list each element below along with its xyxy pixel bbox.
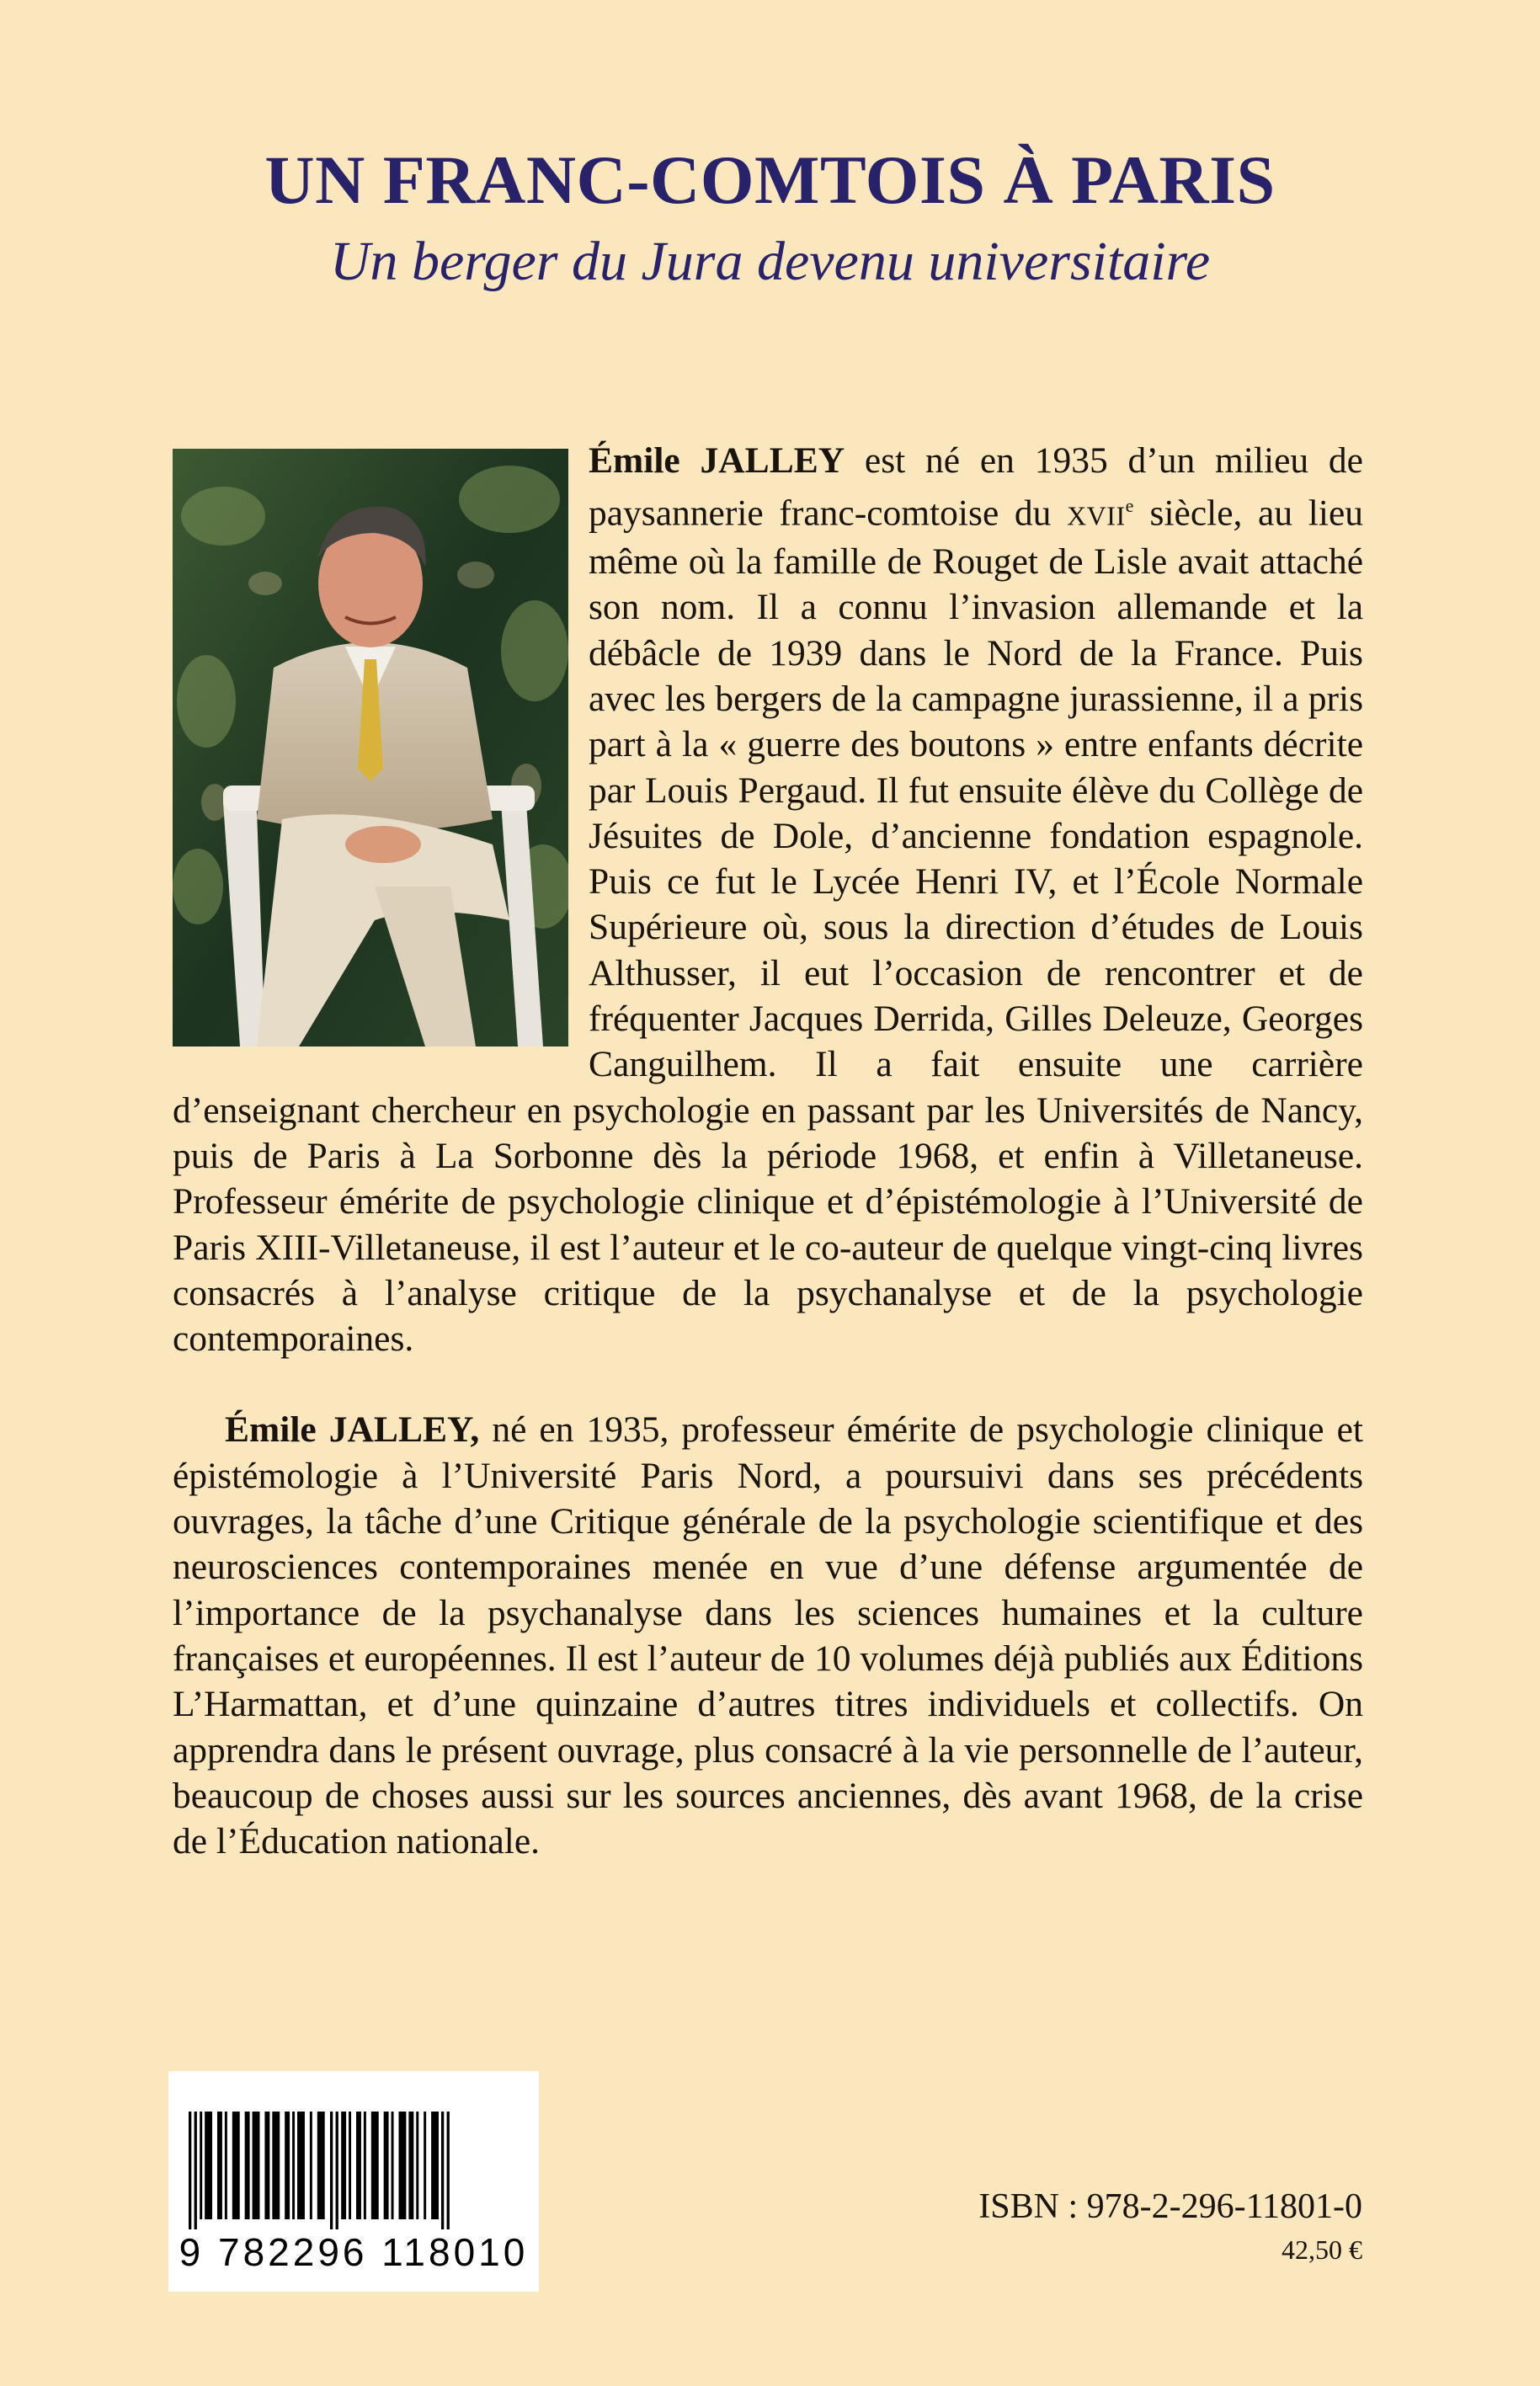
barcode-bar: [253, 2112, 260, 2219]
barcode-bar: [264, 2112, 269, 2219]
barcode-bar: [447, 2112, 450, 2229]
price: 42,50 €: [1282, 2234, 1362, 2265]
barcode-bar: [408, 2112, 413, 2219]
barcode-bar: [398, 2112, 406, 2219]
bio-text: siècle, au lieu même où la famille de Rouget de Lisle avait attaché son nom. Il a connu l’invasion allemande et la débâcle de 1939 dans le Nord de la France. Puis avec les bergers de la campagne jurassienne, il a pris part à la « guerre des boutons » entre enfants décrite par Louis Pergaud. Il fut ensuite élève du Collège de Jésuites de Dole, d’ancienne fondation espagnole. Puis ce fut le Lycée Henri IV, et l’École Normale Supérieure où, sous la direction d’études de Louis Althusser, il eut l’occasion de rencontrer et de fréquenter Jacques Derrida, Gilles Deleuze, Georges Canguilhem. Il a fait ensuite une carrière d’enseignant chercheur en psychologie en passant par les Universités de Nancy, puis de Paris à La Sorbonne dès la période 1968, et enfin à Villetaneuse. Professeur émérite de psychologie clinique et d’épistémologie à l’Université de Paris XIII-Villetaneuse, il est l’auteur et le co-auteur de quelque vingt-cinq livres consacrés à l’analyse critique de la psychanalyse et de la psychologie contemporaines.: [173, 493, 1363, 1360]
barcode-bar: [205, 2112, 212, 2219]
author-biography: [173, 438, 1363, 1864]
barcode-bar: [349, 2112, 351, 2219]
century-numeral: XVII: [1067, 500, 1126, 531]
barcode-bar: [189, 2112, 191, 2229]
barcode: [168, 2071, 539, 2292]
barcode-bar: [200, 2112, 202, 2219]
barcode-bar: [371, 2112, 379, 2219]
bio-text: est né en 1935 d’un milieu de paysannerie franc-comtoise du: [589, 440, 1363, 534]
author-name: Émile JALLEY: [589, 440, 845, 481]
barcode-bar: [431, 2112, 439, 2219]
barcode-bar: [424, 2112, 426, 2219]
book-title: UN FRANC-COMTOIS À PARIS: [264, 141, 1276, 218]
barcode-bar: [384, 2112, 389, 2219]
barcode-bar: [392, 2112, 394, 2219]
author-name: Émile JALLEY,: [225, 1409, 480, 1451]
barcode-bar: [297, 2112, 305, 2219]
isbn: ISBN : 978-2-296-11801-0: [978, 2187, 1362, 2226]
barcode-bars: [189, 2112, 519, 2229]
barcode-digits: 9 782296 118010: [179, 2230, 529, 2274]
book-subtitle: Un berger du Jura devenu universitaire: [329, 231, 1211, 292]
barcode-bar: [225, 2112, 227, 2219]
barcode-bar: [272, 2112, 280, 2219]
barcode-bar: [441, 2112, 444, 2229]
bio-paragraph-2: [173, 1407, 1363, 1864]
barcode-bar: [317, 2112, 325, 2219]
barcode-bar: [310, 2112, 312, 2219]
barcode-bar: [356, 2112, 361, 2219]
barcode-bar: [217, 2112, 222, 2219]
barcode-bar: [364, 2112, 366, 2219]
barcode-bar: [416, 2112, 418, 2219]
barcode-bar: [194, 2112, 197, 2229]
barcode-bar: [232, 2112, 240, 2219]
barcode-bar: [330, 2112, 333, 2229]
barcode-bar: [341, 2112, 346, 2219]
barcode-bar: [336, 2112, 338, 2229]
bio-text: né en 1935, professeur émérite de psychologie clinique et épistémologie à l’Université Paris Nord, a poursuivi dans ses précédents ouvrages, la tâche d’une Critique générale de la psychologie scientifique et des neurosciences contemporaines menée en vue d’une défense argumentée de l’importance de la psychanalyse dans les sciences humaines et la culture françaises et européennes. Il est l’auteur de 10 volumes déjà publiés aux Éditions L’Harmattan, et d’une quinzaine d’autres titres individuels et collectifs. On apprendra dans le présent ouvrage, plus consacré à la vie personnelle de l’auteur, beaucoup de choses aussi sur les sources anciennes, dès avant 1968, de la crise de l’Éducation nationale.: [173, 1409, 1364, 1862]
barcode-bar: [245, 2112, 250, 2219]
barcode-bar: [285, 2112, 290, 2219]
century-suffix: e: [1125, 495, 1134, 517]
barcode-bar: [292, 2112, 295, 2219]
